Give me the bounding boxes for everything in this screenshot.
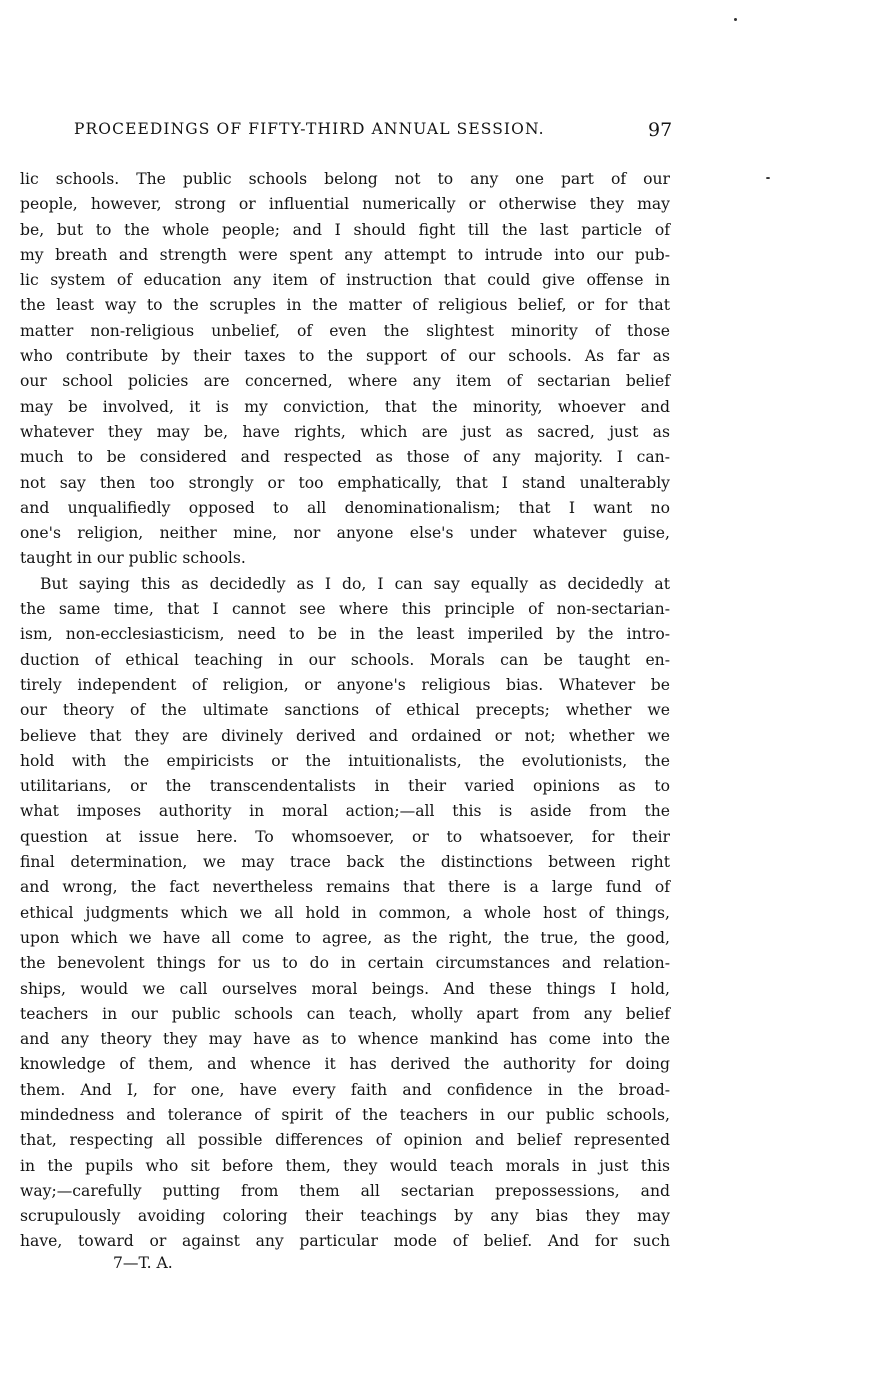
body-text — [20, 167, 670, 1255]
text-line: ships, would we call ourselves moral beings. And these things I hold, — [20, 979, 670, 998]
text-line: my breath and strength were spent any attempt to intrude into our pub- — [20, 245, 670, 264]
text-line: ism, non-ecclesiasticism, need to be in the least imperiled by the intro- — [20, 625, 670, 644]
text-line: and unqualifiedly opposed to all denominationalism; that I want no — [20, 498, 670, 517]
text-line: taught in our public schools. — [20, 549, 246, 568]
text-line: that, respecting all possible differences of opinion and belief represented — [20, 1131, 670, 1150]
text-line: who contribute by their taxes to the support of our schools. As far as — [20, 347, 670, 366]
text-line: believe that they are divinely derived and ordained or not; whether we — [20, 726, 670, 745]
text-line: what imposes authority in moral action;—all this is aside from the — [20, 802, 670, 821]
text-line: duction of ethical teaching in our schools. Morals can be taught en- — [20, 650, 670, 669]
text-line: matter non-religious unbelief, of even the slightest minority of those — [20, 321, 670, 340]
text-line: tirely independent of religion, or anyone's religious bias. Whatever be — [20, 675, 670, 694]
text-line: the benevolent things for us to do in certain circumstances and relation- — [20, 954, 670, 973]
text-line: teachers in our public schools can teach, wholly apart from any belief — [20, 1004, 670, 1023]
text-line: hold with the empiricists or the intuitionalists, the evolutionists, the — [20, 751, 670, 770]
text-line: scrupulously avoiding coloring their teachings by any bias they may — [20, 1207, 670, 1226]
text-line: people, however, strong or influential numerically or otherwise they may — [20, 195, 670, 214]
running-header — [74, 120, 674, 146]
signature-mark: 7—T. A. — [113, 1254, 173, 1272]
text-line: the same time, that I cannot see where this principle of non-sectarian- — [20, 600, 670, 619]
text-line: and wrong, the fact nevertheless remains that there is a large fund of — [20, 878, 670, 897]
text-line: the least way to the scruples in the matter of religious belief, or for that — [20, 296, 670, 315]
text-line: knowledge of them, and whence it has derived the authority for doing — [20, 1055, 670, 1074]
text-line: our theory of the ultimate sanctions of ethical precepts; whether we — [20, 701, 670, 720]
text-line: question at issue here. To whomsoever, or to whatsoever, for their — [20, 827, 670, 846]
text-line: lic schools. The public schools belong not to any one part of our — [20, 170, 670, 188]
text-line: But saying this as decidedly as I do, I can say equally as decidedly at — [40, 574, 670, 593]
text-line: ethical judgments which we all hold in common, a whole host of things, — [20, 903, 670, 922]
text-line: much to be considered and respected as those of any majority. I can- — [20, 448, 670, 467]
text-line: final determination, we may trace back the distinctions between right — [20, 853, 670, 872]
text-line: our school policies are concerned, where any item of sectarian belief — [20, 372, 670, 391]
text-line: have, toward or against any particular mode of belief. And for such — [20, 1232, 670, 1251]
text-line: utilitarians, or the transcendentalists in their varied opinions as to — [20, 777, 670, 796]
text-line: one's religion, neither mine, nor anyone else's under whatever guise, — [20, 524, 670, 543]
text-line: mindedness and tolerance of spirit of the teachers in our public schools, — [20, 1105, 670, 1124]
text-line: whatever they may be, have rights, which are just as sacred, just as — [20, 422, 670, 441]
text-line: lic system of education any item of instruction that could give offense in — [20, 271, 670, 290]
text-line: and any theory they may have as to whence mankind has come into the — [20, 1030, 670, 1049]
page-number: 97 — [648, 119, 673, 141]
scan-speck — [734, 18, 737, 21]
scan-speck — [766, 177, 770, 179]
running-header-title: PROCEEDINGS OF FIFTY-THIRD ANNUAL SESSION. — [74, 120, 545, 138]
text-line: in the pupils who sit before them, they would teach morals in just this — [20, 1156, 670, 1175]
text-line: them. And I, for one, have every faith and confidence in the broad- — [20, 1080, 670, 1099]
text-line: not say then too strongly or too emphatically, that I stand unalterably — [20, 473, 670, 492]
text-line: upon which we have all come to agree, as the right, the true, the good, — [20, 928, 670, 947]
text-line: may be involved, it is my conviction, that the minority, whoever and — [20, 397, 670, 416]
text-line: way;—carefully putting from them all sectarian prepossessions, and — [20, 1181, 670, 1200]
text-line: be, but to the whole people; and I should fight till the last particle of — [20, 220, 670, 239]
